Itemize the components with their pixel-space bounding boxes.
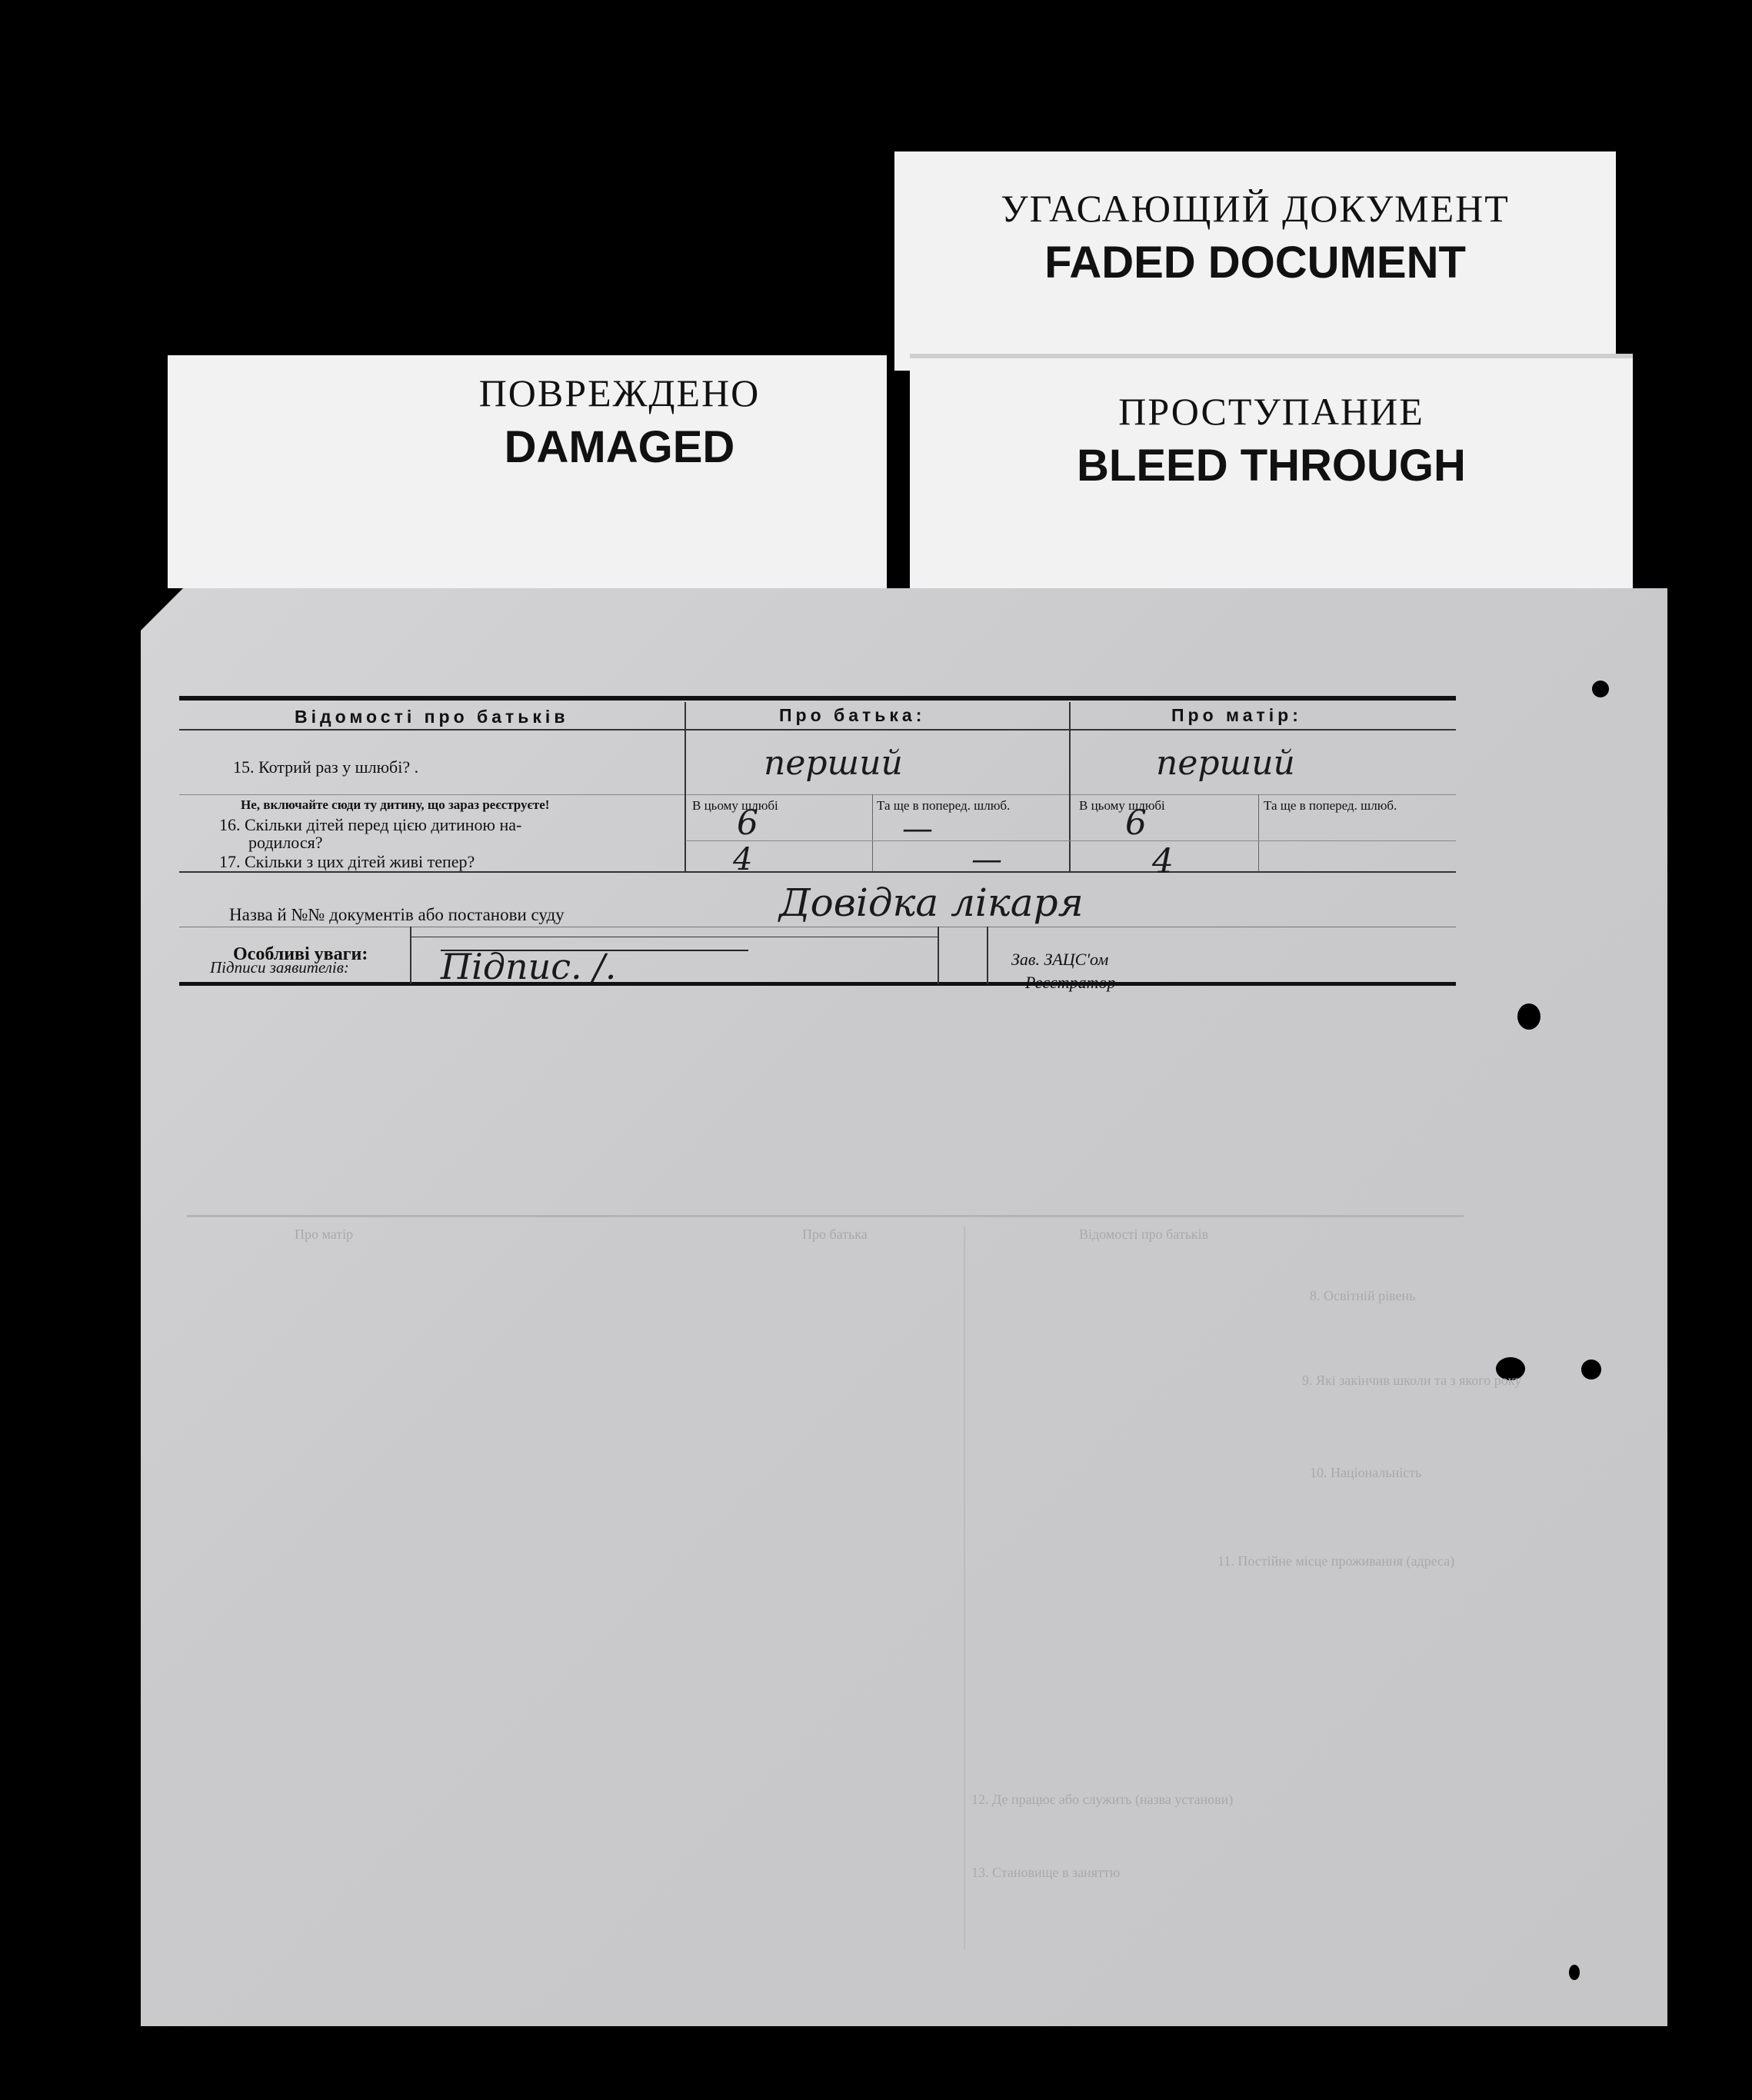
bleed-line: 13. Становище в заняттю: [971, 1865, 1121, 1880]
handwritten-mother-children-alive: 4: [1152, 842, 1174, 881]
parents-info-form: [179, 696, 1456, 992]
damaged-card: [168, 355, 887, 594]
sub-mother-current: В цьому шлюбі: [1079, 798, 1165, 813]
punch-hole: [1581, 1360, 1601, 1379]
punch-hole: [1569, 1965, 1580, 1980]
handwritten-father-children-born-prev: —: [902, 811, 933, 847]
question-16-note: Не, включайте сюди ту дитину, що зараз реєструєте!: [241, 797, 550, 812]
bleed-header-mid: Про батька: [802, 1226, 868, 1242]
question-16-line2: родилося?: [248, 833, 323, 852]
bleed-line: 11. Постійне місце проживання (адреса): [1217, 1553, 1455, 1569]
handwritten-signature: Підпис. /.: [441, 946, 617, 987]
handwritten-documents: Довідка лікаря: [779, 880, 1084, 925]
handwritten-father-children-alive-prev: —: [971, 842, 1002, 877]
question-16-line1: 16. Скільки дітей перед цією дитиною на-: [219, 815, 522, 834]
torn-corner: [141, 588, 183, 631]
damaged-card-russian: ПОВРЕЖДЕНО: [478, 371, 761, 414]
damaged-card-english: DAMAGED: [504, 422, 735, 472]
bleed-line: 10. Національність: [1310, 1465, 1422, 1480]
document-page: [141, 588, 1667, 2026]
signatures-label: Підписи заявителів:: [210, 958, 349, 977]
faded-card-english: FADED DOCUMENT: [1044, 238, 1466, 288]
bleed-card-english: BLEED THROUGH: [1077, 441, 1466, 491]
question-15: 15. Котрий раз у шлюбі? .: [233, 757, 419, 777]
bleed-line: 8. Освітній рівень: [1310, 1288, 1416, 1303]
punch-hole: [1592, 681, 1609, 697]
handwritten-father-children-born: 6: [737, 804, 758, 843]
faded-document-card: [894, 151, 1616, 371]
handwritten-mother-marriage: перший: [1156, 744, 1295, 783]
sub-father-current: В цьому шлюбі: [692, 798, 778, 813]
handwritten-father-marriage: перший: [764, 744, 903, 783]
handwritten-father-children-alive: 4: [733, 842, 753, 877]
faded-card-russian: УГАСАЮЩИЙ ДОКУМЕНТ: [1001, 187, 1510, 230]
bleed-line: 9. Які закінчив школи та з якого року: [1302, 1373, 1522, 1388]
registrar-label: Реєстратор: [1025, 973, 1116, 992]
bleed-through-card: [910, 354, 1633, 604]
remarks-label: Особливі уваги:: [233, 944, 368, 964]
punch-hole: [1517, 1003, 1540, 1030]
sub-father-previous: Та ще в поперед. шлюб.: [877, 798, 1011, 813]
question-17: 17. Скільки з цих дітей живі тепер?: [219, 852, 475, 871]
sub-mother-previous: Та ще в поперед. шлюб.: [1264, 798, 1397, 813]
bleed-header-left: Відомості про батьків: [1079, 1226, 1209, 1242]
documents-label: Назва й №№ документів або постанови суду: [229, 905, 565, 924]
bleed-card-russian: ПРОСТУПАНИЕ: [1118, 390, 1424, 433]
bleed-line: 12. Де працює або служить (назва установи): [971, 1792, 1234, 1807]
head-of-registry-label: Зав. ЗАЦС'ом: [1011, 950, 1109, 969]
header-parents-info: Відомості про батьків: [295, 707, 569, 727]
header-about-mother: Про матір:: [1171, 705, 1302, 725]
header-about-father: Про батька:: [779, 705, 926, 725]
bleed-header-right: Про матір: [295, 1226, 354, 1242]
handwritten-mother-children-born: 6: [1125, 804, 1147, 843]
